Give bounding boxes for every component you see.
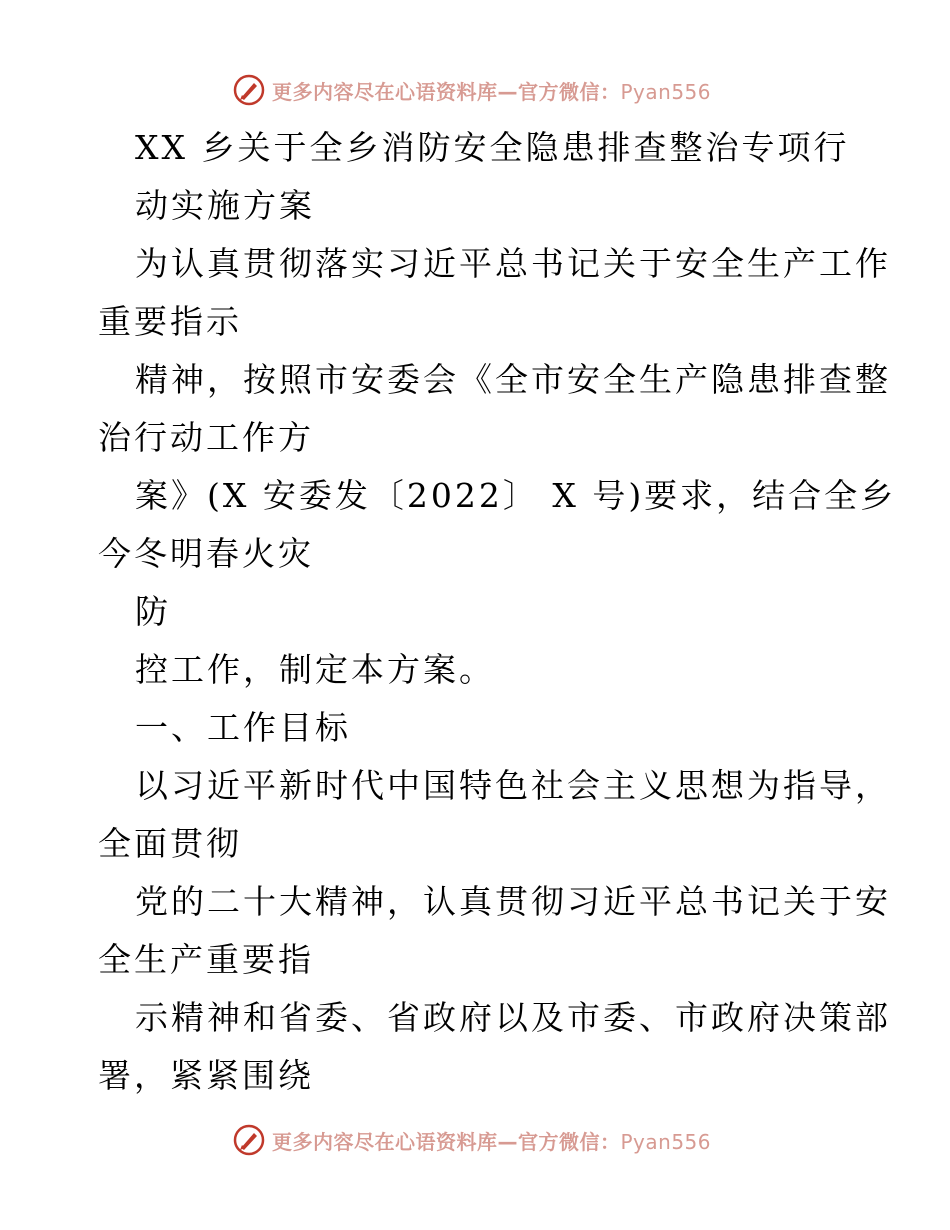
paragraph-line: 精神，按照市安委会《全市安全生产隐患排查整 [135, 360, 891, 399]
pen-logo-icon [232, 73, 266, 107]
paragraph-line: 全生产重要指 [98, 940, 314, 979]
paragraph-line: 以习近平新时代中国特色社会主义思想为指导， [135, 766, 891, 805]
paragraph-line: 重要指示 [98, 302, 242, 341]
watermark-header [232, 72, 711, 108]
document-title-line-2: 动实施方案 [135, 186, 315, 225]
paragraph-line: 为认真贯彻落实习近平总书记关于安全生产工作 [135, 244, 891, 283]
paragraph-line: 防 [135, 592, 171, 631]
paragraph-line: 全面贯彻 [98, 824, 242, 863]
paragraph-line: 党的二十大精神，认真贯彻习近平总书记关于安 [135, 882, 891, 921]
section-heading: 一、工作目标 [135, 708, 351, 747]
watermark-text: 更多内容尽在心语资料库—官方微信：Pyan556 [272, 1129, 712, 1154]
paragraph-line: 署，紧紧围绕 [98, 1056, 314, 1095]
watermark-footer [232, 1122, 711, 1158]
paragraph-line: 示精神和省委、省政府以及市委、市政府决策部 [135, 998, 891, 1037]
pen-logo-icon [232, 1123, 266, 1157]
paragraph-line: 今冬明春火灾 [98, 534, 314, 573]
paragraph-line: 治行动工作方 [98, 418, 314, 457]
paragraph-line: 案》(X 安委发〔2022〕 X 号)要求，结合全乡 [135, 476, 897, 515]
document-title-line-1: XX 乡关于全乡消防安全隐患排查整治专项行 [135, 128, 850, 167]
paragraph-line: 控工作，制定本方案。 [135, 650, 495, 689]
watermark-text: 更多内容尽在心语资料库—官方微信：Pyan556 [272, 79, 712, 104]
